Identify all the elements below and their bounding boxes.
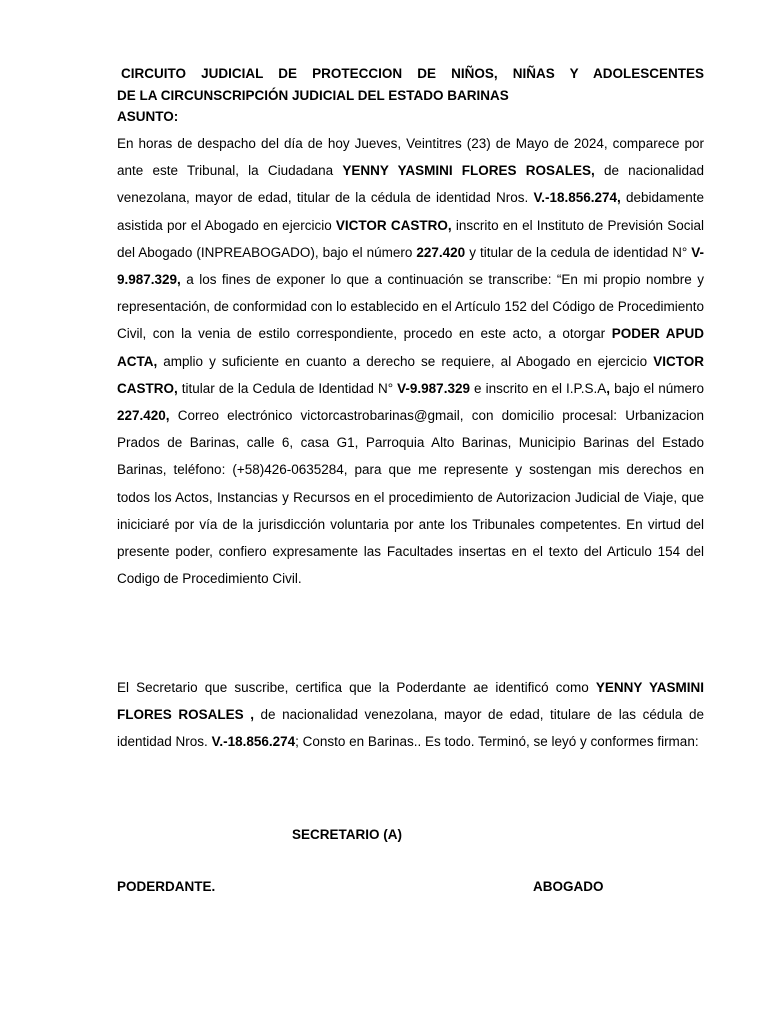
text-segment: debidamente asistida por el Abogado en ejercicio (117, 190, 705, 233)
grantor-signature-label: PODERDANTE. (117, 879, 216, 894)
ipsa-number: 227.420, (117, 408, 170, 424)
text-segment: ; Consto en Barinas.. Es todo. Terminó, se leyó y conformes firman: (295, 734, 699, 750)
text-segment: y titular de la cedula de identidad N° (465, 244, 692, 260)
jurisdiction-line: DE LA CIRCUNSCRIPCIÓN JUDICIAL DEL ESTADO BARINAS (117, 87, 509, 103)
lawyer-name: VICTOR CASTRO, (335, 217, 452, 233)
lawyer-id-number: V-9.987.329 (397, 380, 470, 396)
subject-label: ASUNTO: (117, 109, 179, 124)
text-segment: El Secretario que suscribe, certifica que la Poderdante ae identificó como (117, 680, 596, 695)
act-paragraph (117, 130, 704, 592)
text-segment: amplio y suficiente en cuanto a derecho se requiere, al Abogado en ejercicio (157, 353, 654, 369)
grantor-name: YENNY YASMINI FLORES ROSALES , (117, 680, 704, 723)
inpreabogado-number: 227.420 (416, 244, 466, 260)
lawyer-signature-label: ABOGADO (533, 879, 604, 894)
grantor-id-number: V.-18.856.274, (533, 190, 621, 206)
text-segment: inscrito en el Instituto de Previsión Social del Abogado (INPREABOGADO), bajo el número (117, 217, 705, 260)
text-segment: de nacionalidad venezolana, mayor de edad, titulare de las cédula de identidad Nros. (117, 707, 704, 750)
lawyer-id-number: V-9.987.329, (117, 244, 704, 288)
text-segment: bajo el número (610, 380, 704, 396)
text-segment: e inscrito en el I.P.S.A (469, 380, 607, 396)
text-segment: En horas de despacho del día de hoy Jueves, Veintitres (23) de Mayo de 2024, comparece por ante este Tribunal, la Ciudadana (117, 136, 704, 179)
grantor-id-number: V.-18.856.274 (211, 734, 296, 750)
court-name-line: CIRCUITO JUDICIAL DE PROTECCION DE NIÑOS, NIÑAS Y ADOLESCENTES (121, 66, 704, 81)
text-segment: de nacionalidad venezolana, mayor de edad, titular de la cédula de identidad Nros. (117, 163, 704, 206)
certification-paragraph (117, 674, 704, 756)
lawyer-name: VICTOR CASTRO, (117, 353, 704, 396)
secretary-signature-label: SECRETARIO (A) (292, 827, 402, 842)
text-segment: a los fines de exponer lo que a continuación se transcribe: “En mi propio nombre y representación, de conformidad con lo establecido en el Artículo 152 del Código de Procedimiento Civil, con la venia de estilo correspondiente, procedo en este acto, a otorgar (117, 272, 704, 342)
text-segment-bold: , (606, 380, 611, 396)
text-segment: Correo electrónico victorcastrobarinas@gmail, con domicilio procesal: Urbanizacion Prados de Barinas, calle 6, casa G1, Parroquia Alto Barinas, Municipio Barinas del Estado Barinas, teléfono: (+58)426-0635284, para que me represente y sostengan mis derechos en todos los Actos, Instancias y Recursos en el procedimiento de Autorizacion Judicial de Viaje, que iniciciaré por vía de la jurisdicción voluntaria por ante los Tribunales competentes. En virtud del presente poder, confiero expresamente las Facultades insertas en el texto del Articulo 154 del Codigo de Procedimiento Civil. (117, 408, 704, 587)
grantor-name: YENNY YASMINI FLORES ROSALES, (342, 163, 595, 179)
power-of-attorney-label: PODER APUD ACTA, (117, 326, 704, 369)
document-header (117, 63, 704, 128)
text-segment: titular de la Cedula de Identidad N° (177, 380, 398, 396)
